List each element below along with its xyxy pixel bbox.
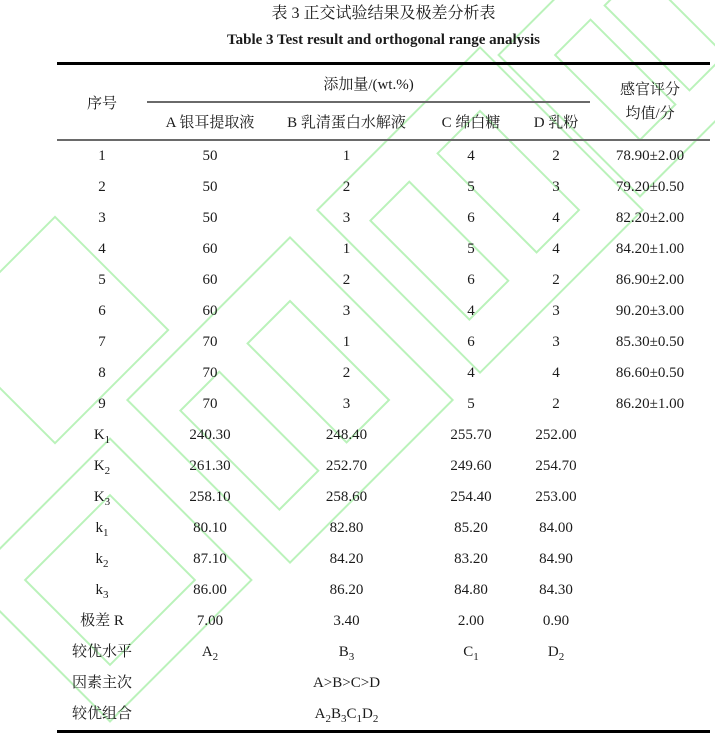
stat-label: $K_3$ [93, 489, 111, 508]
stat-row [57, 513, 710, 544]
cell-b: 2 [342, 272, 351, 288]
cell-no: 8 [98, 365, 106, 381]
run-row [57, 296, 710, 327]
run-row [57, 172, 710, 203]
factor-order-row [57, 668, 710, 699]
run-row [57, 389, 710, 420]
header-row-group [57, 64, 710, 103]
cell-a: 240.30 [189, 427, 231, 443]
stat-label-subscript: 1 [103, 527, 109, 539]
cell-c: 4 [467, 303, 475, 319]
cell-no: 4 [98, 241, 106, 257]
best-level-label: 较优水平 [71, 644, 132, 660]
cell-c: 5 [467, 241, 475, 257]
cell-b: 3 [342, 396, 351, 412]
best-combo-value: $A_2B_3C_1D_2$ [314, 706, 379, 725]
col-header-factor-a: A 银耳提取液 [147, 102, 273, 140]
cell-d: 253.00 [535, 489, 577, 505]
cell-empty [590, 451, 710, 482]
best-combo-label: 较优组合 [71, 706, 132, 722]
cell-a: 50 [202, 179, 218, 195]
stat-label: $k_3$ [95, 582, 109, 601]
cell-b: 248.40 [325, 427, 368, 443]
cell-d: 2 [552, 272, 560, 288]
cell-no: 3 [98, 210, 106, 226]
cell-d: 2 [552, 148, 560, 164]
stat-label: $k_1$ [95, 520, 109, 539]
cell-empty [420, 668, 522, 699]
col-header-score [590, 64, 710, 141]
stat-label-subscript: 1 [104, 434, 111, 446]
cell-a: 50 [202, 148, 218, 164]
cell-no: 2 [98, 179, 106, 195]
factor-order-label: 因素主次 [71, 675, 132, 691]
stat-label: $k_2$ [95, 551, 109, 570]
cell-b: 82.80 [329, 520, 364, 536]
stat-row [57, 544, 710, 575]
cell-empty [590, 637, 710, 668]
orthogonal-results-table [57, 62, 710, 733]
cell-c: 83.20 [454, 551, 488, 567]
stat-row [57, 482, 710, 513]
stat-row [57, 575, 710, 606]
stat-row [57, 451, 710, 482]
cell-score: 86.90±2.00 [615, 272, 685, 288]
score-header-line2: 均值/分 [625, 106, 675, 122]
stat-label-subscript: 3 [103, 589, 109, 601]
cell-d: 252.00 [535, 427, 577, 443]
cell-c: 255.70 [450, 427, 492, 443]
score-header-line1: 感官评分 [620, 82, 681, 98]
cell-no: 9 [98, 396, 106, 412]
cell-b: 2 [342, 179, 351, 195]
cell-no: 6 [98, 303, 106, 319]
run-row [57, 140, 710, 172]
cell-empty [590, 575, 710, 606]
cell-a: 80.10 [193, 520, 227, 536]
cell-score: 86.60±0.50 [615, 365, 685, 381]
cell-a: 70 [202, 396, 218, 412]
cell-c: 5 [467, 179, 475, 195]
cell-empty [420, 699, 522, 732]
stat-label-subscript: 2 [104, 465, 111, 477]
run-row [57, 327, 710, 358]
cell-empty [590, 699, 710, 732]
cell-score: 79.20±0.50 [615, 179, 685, 195]
cell-a: 60 [202, 241, 218, 257]
cell-c: 6 [467, 210, 475, 226]
cell-d: 84.00 [539, 520, 573, 536]
run-row [57, 265, 710, 296]
cell-a: 87.10 [193, 551, 227, 567]
cell-a: 258.10 [189, 489, 231, 505]
cell-a: 70 [202, 334, 218, 350]
cell-score: 90.20±3.00 [615, 303, 685, 319]
cell-a: 60 [202, 272, 218, 288]
cell-d: 0.90 [542, 613, 570, 629]
cell-b: 252.70 [325, 458, 368, 474]
best-combo-row [57, 699, 710, 732]
cell-d: 84.30 [539, 582, 573, 598]
run-row [57, 203, 710, 234]
col-header-factor-c: C 绵白糖 [420, 102, 522, 140]
col-header-factor-b: B 乳清蛋白水解液 [273, 102, 420, 140]
range-row [57, 606, 710, 637]
cell-b: 1 [342, 241, 351, 257]
best-level-c: $C_1$ [463, 644, 479, 663]
cell-empty [522, 668, 590, 699]
cell-empty [590, 513, 710, 544]
cell-c: 249.60 [450, 458, 492, 474]
cell-no: 5 [98, 272, 106, 288]
cell-d: 3 [552, 303, 560, 319]
cell-a: 70 [202, 365, 218, 381]
cell-empty [590, 668, 710, 699]
cell-b: 84.20 [329, 551, 364, 567]
stat-label: $K_1$ [93, 427, 111, 446]
col-header-additive-group: 添加量/(wt.%) [147, 64, 590, 103]
col-header-index: 序号 [57, 64, 147, 141]
cell-empty [147, 668, 273, 699]
table-title-english: Table 3 Test result and orthogonal range analysis [227, 32, 540, 48]
stat-label-subscript: 2 [103, 558, 109, 570]
cell-d: 4 [552, 241, 560, 257]
cell-score: 82.20±2.00 [615, 210, 685, 226]
cell-a: 86.00 [193, 582, 227, 598]
cell-b: 2 [342, 365, 351, 381]
col-header-factor-d: D 乳粉 [522, 102, 590, 140]
stat-row [57, 420, 710, 451]
cell-b: 1 [342, 334, 351, 350]
stat-label: 极差 R [80, 613, 124, 629]
stat-label-subscript: 3 [104, 496, 111, 508]
cell-b: 1 [342, 148, 351, 164]
cell-score: 85.30±0.50 [615, 334, 685, 350]
cell-empty [590, 482, 710, 513]
cell-d: 4 [552, 210, 560, 226]
cell-d: 2 [552, 396, 560, 412]
cell-d: 254.70 [535, 458, 577, 474]
cell-c: 85.20 [454, 520, 488, 536]
best-level-row [57, 637, 710, 668]
cell-d: 3 [552, 334, 560, 350]
cell-b: 3 [342, 303, 351, 319]
cell-c: 5 [467, 396, 475, 412]
cell-empty [590, 420, 710, 451]
cell-empty [522, 699, 590, 732]
cell-c: 254.40 [450, 489, 492, 505]
cell-score: 84.20±1.00 [615, 241, 685, 257]
cell-b: 86.20 [329, 582, 364, 598]
cell-c: 4 [467, 365, 475, 381]
cell-d: 3 [552, 179, 560, 195]
cell-empty [147, 699, 273, 732]
cell-b: 3 [342, 210, 351, 226]
cell-no: 1 [98, 148, 106, 164]
cell-score: 78.90±2.00 [615, 148, 685, 164]
cell-a: 7.00 [196, 613, 224, 629]
cell-c: 4 [467, 148, 475, 164]
cell-c: 6 [467, 272, 475, 288]
cell-c: 6 [467, 334, 475, 350]
cell-empty [590, 544, 710, 575]
best-level-b: $B_3$ [338, 644, 355, 663]
cell-empty [590, 606, 710, 637]
cell-a: 261.30 [189, 458, 231, 474]
cell-a: 60 [202, 303, 218, 319]
cell-c: 84.80 [454, 582, 488, 598]
cell-b: 258.60 [325, 489, 368, 505]
cell-d: 84.90 [539, 551, 573, 567]
run-row [57, 234, 710, 265]
cell-c: 2.00 [457, 613, 485, 629]
best-level-a: $A_2$ [201, 644, 219, 663]
stat-label: $K_2$ [93, 458, 111, 477]
cell-a: 50 [202, 210, 218, 226]
cell-d: 4 [552, 365, 560, 381]
cell-no: 7 [98, 334, 106, 350]
factor-order-value: A>B>C>D [312, 675, 381, 691]
run-row [57, 358, 710, 389]
best-level-d: $D_2$ [547, 644, 565, 663]
table-title-chinese: 表 3 正交试验结果及极差分析表 [271, 5, 496, 22]
cell-score: 86.20±1.00 [615, 396, 685, 412]
cell-b: 3.40 [333, 613, 360, 629]
